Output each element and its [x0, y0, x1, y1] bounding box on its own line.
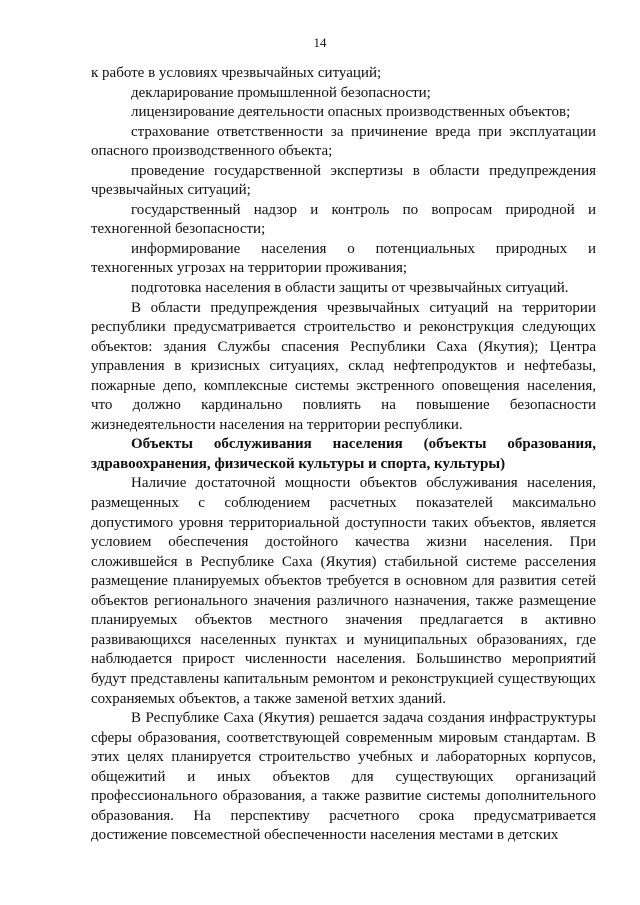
paragraph: информирование населения о потенциальных природных и техногенных угрозах на территории проживания; — [91, 240, 596, 277]
paragraph: страхование ответственности за причинение вреда при эксплуатации опасного производственного объекта; — [91, 123, 596, 160]
paragraph: Наличие достаточной мощности объектов обслуживания населения, размещенных с соблюдением расчетных показателей максимально допустимого уровня территориальной доступности таких объектов, является условием обеспечения достойного качества жизни населения. При сложившейся в Республике Саха (Якутия) стабильной системе расселения размещение планируемых объектов требуется в основном для развития сетей объектов регионального значения различного назначения, также размещение планируемых объектов местного значения предлагается в активно развивающихся населенных пунктах и муниципальных образованиях, где наблюдается прирост численности населения. Большинство мероприятий будут представлены капитальным ремонтом и реконструкцией существующих сохраняемых объектов, а также заменой ветхих зданий. — [91, 475, 596, 707]
page-number: 14 — [313, 35, 327, 50]
paragraph: В области предупреждения чрезвычайных ситуаций на территории республики предусматривается строительство и реконструкция следующих объектов: здания Службы спасения Республики Саха (Якутия); Центра управления в кризисных ситуациях, склад нефтепродуктов и нефтебазы, пожарные депо, комплексные системы экстренного оповещения населения, что должно кардинально повлиять на повышение безопасности жизнедеятельности населения на территории республики. — [91, 299, 596, 433]
paragraph: государственный надзор и контроль по вопросам природной и техногенной безопасности; — [91, 201, 596, 238]
body-text — [91, 64, 596, 846]
paragraph: проведение государственной экспертизы в области предупреждения чрезвычайных ситуаций; — [91, 162, 596, 199]
section-heading: Объекты обслуживания населения (объекты образования, здравоохранения, физической культуры и спорта, культуры) — [91, 436, 596, 472]
paragraph: подготовка населения в области защиты от чрезвычайных ситуаций. — [131, 280, 569, 297]
paragraph: декларирование промышленной безопасности; — [131, 84, 431, 101]
paragraph: к работе в условиях чрезвычайных ситуаций; — [91, 65, 382, 81]
paragraph: В Республике Саха (Якутия) решается задача создания инфраструктуры сферы образования, соответствующей современным мировым стандартам. В этих целях планируется строительство учебных и лабораторных корпусов, общежитий и иных объектов для существующих организаций профессионального образования, а также развитие системы дополнительного образования. На перспективу расчетного срока предусматривается достижение повсеместной обеспеченности населения местами в детских — [91, 710, 596, 844]
paragraph: лицензирование деятельности опасных производственных объектов; — [131, 104, 571, 121]
